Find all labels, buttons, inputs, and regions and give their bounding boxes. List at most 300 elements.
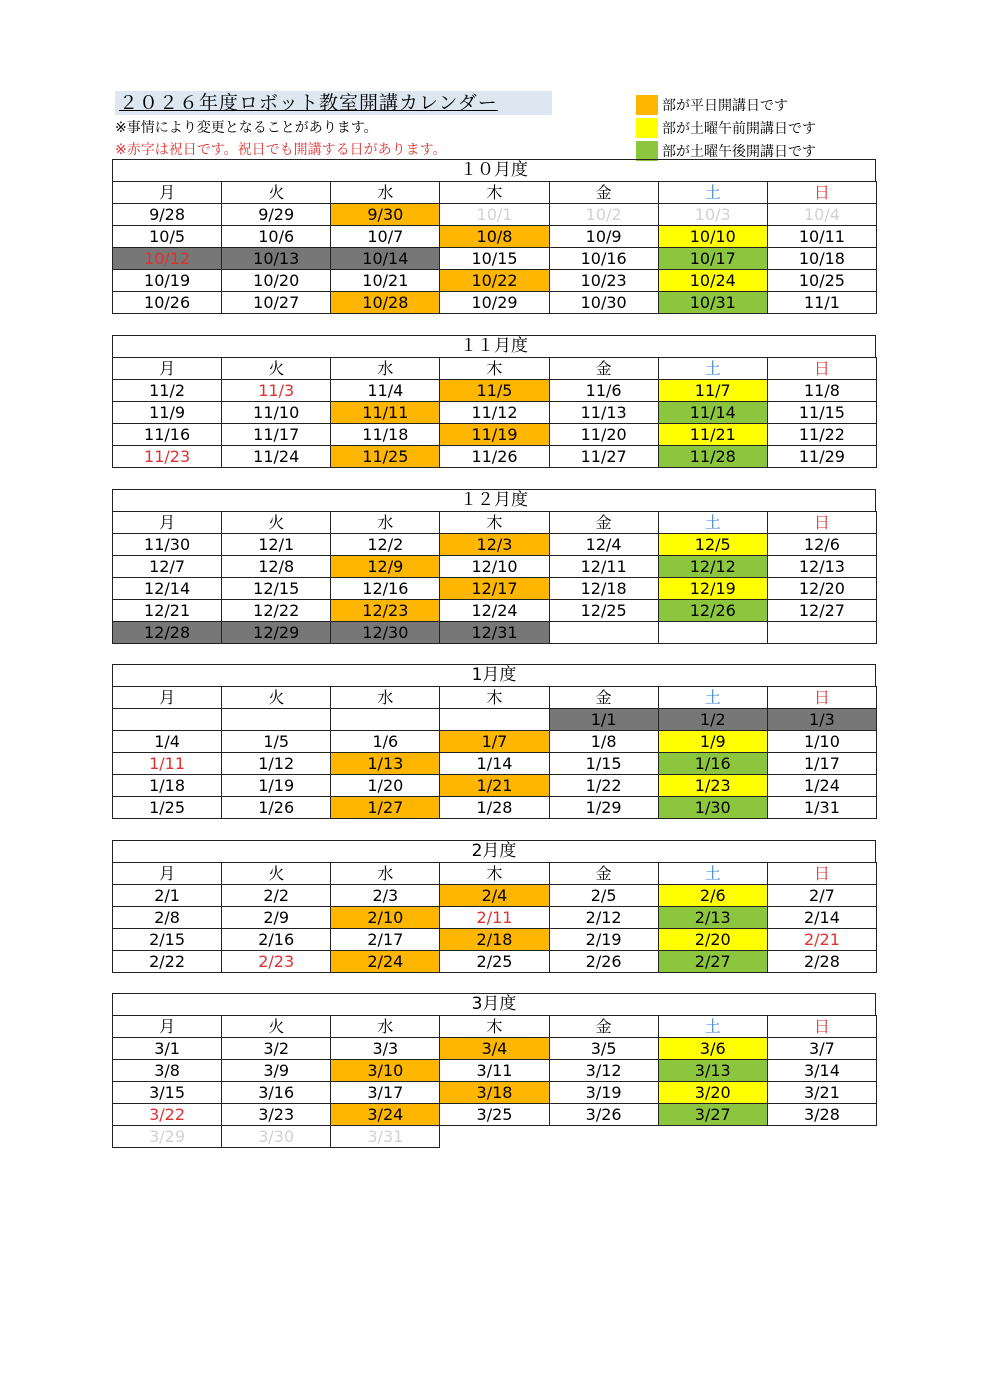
date-cell: 2/6 (658, 885, 767, 907)
date-cell: 12/26 (658, 600, 767, 622)
note-holiday: ※赤字は祝日です。祝日でも開講する日があります。 (115, 142, 447, 158)
weekday-header: 金 (549, 863, 658, 885)
weekday-header: 火 (222, 358, 331, 380)
date-cell: 3/12 (549, 1060, 658, 1082)
date-cell: 9/29 (222, 204, 331, 226)
date-cell: 2/19 (549, 929, 658, 951)
date-cell: 12/10 (440, 556, 549, 578)
weekday-header: 土 (658, 1016, 767, 1038)
weekday-header: 日 (767, 358, 876, 380)
date-cell: 11/8 (767, 380, 876, 402)
date-cell: 12/23 (331, 600, 440, 622)
empty-cell (549, 1126, 658, 1148)
week-row (113, 951, 877, 973)
date-cell: 12/27 (767, 600, 876, 622)
date-cell: 1/30 (658, 797, 767, 819)
weekday-header: 金 (549, 358, 658, 380)
week-row (113, 424, 877, 446)
week-row (113, 204, 877, 226)
note-change: ※事情により変更となることがあります。 (115, 120, 378, 136)
date-cell: 11/9 (113, 402, 222, 424)
week-row (113, 292, 877, 314)
date-cell: 12/14 (113, 578, 222, 600)
weekday-header: 土 (658, 512, 767, 534)
legend-swatch-yellow (636, 118, 658, 138)
legend-swatch-orange (636, 95, 658, 115)
date-cell: 2/3 (331, 885, 440, 907)
date-cell: 10/2 (549, 204, 658, 226)
weekday-header: 金 (549, 1016, 658, 1038)
weekday-header: 日 (767, 1016, 876, 1038)
date-cell: 2/28 (767, 951, 876, 973)
date-cell: 12/25 (549, 600, 658, 622)
date-cell: 10/28 (331, 292, 440, 314)
date-cell: 2/22 (113, 951, 222, 973)
date-cell: 1/14 (440, 753, 549, 775)
date-cell: 2/7 (767, 885, 876, 907)
date-cell: 10/16 (549, 248, 658, 270)
date-cell: 11/15 (767, 402, 876, 424)
month-title: １２月度 (112, 489, 876, 511)
weekday-header: 火 (222, 863, 331, 885)
date-cell: 2/8 (113, 907, 222, 929)
empty-cell (440, 1126, 549, 1148)
date-cell: 1/19 (222, 775, 331, 797)
date-cell: 11/11 (331, 402, 440, 424)
month-title: 1月度 (112, 664, 876, 686)
date-cell: 12/15 (222, 578, 331, 600)
date-cell: 2/21 (767, 929, 876, 951)
date-cell: 12/11 (549, 556, 658, 578)
date-cell: 10/10 (658, 226, 767, 248)
date-cell: 2/25 (440, 951, 549, 973)
week-row (113, 1038, 877, 1060)
week-row (113, 1126, 877, 1148)
empty-cell (658, 1126, 767, 1148)
date-cell: 10/4 (767, 204, 876, 226)
date-cell: 10/7 (331, 226, 440, 248)
date-cell: 3/5 (549, 1038, 658, 1060)
date-cell: 3/22 (113, 1104, 222, 1126)
week-row (113, 1060, 877, 1082)
date-cell: 3/28 (767, 1104, 876, 1126)
weekday-header-row (113, 512, 877, 534)
date-cell: 12/17 (440, 578, 549, 600)
date-cell: 11/23 (113, 446, 222, 468)
empty-cell (549, 622, 658, 644)
date-cell: 3/18 (440, 1082, 549, 1104)
date-cell: 3/14 (767, 1060, 876, 1082)
legend (636, 93, 816, 162)
date-cell: 12/21 (113, 600, 222, 622)
legend-label: 部が土曜午前開講日です (662, 120, 816, 137)
month-table (112, 1015, 877, 1148)
date-cell: 1/26 (222, 797, 331, 819)
week-row (113, 907, 877, 929)
date-cell: 11/26 (440, 446, 549, 468)
date-cell: 2/23 (222, 951, 331, 973)
weekday-header: 木 (440, 512, 549, 534)
date-cell: 11/10 (222, 402, 331, 424)
date-cell: 1/2 (658, 709, 767, 731)
date-cell: 11/21 (658, 424, 767, 446)
date-cell: 10/1 (440, 204, 549, 226)
date-cell: 1/18 (113, 775, 222, 797)
week-row (113, 270, 877, 292)
week-row (113, 775, 877, 797)
date-cell: 10/31 (658, 292, 767, 314)
date-cell: 12/7 (113, 556, 222, 578)
legend-sat-am (636, 116, 816, 139)
week-row (113, 753, 877, 775)
legend-swatch-green (636, 141, 658, 161)
date-cell: 2/11 (440, 907, 549, 929)
date-cell: 10/26 (113, 292, 222, 314)
date-cell: 12/31 (440, 622, 549, 644)
date-cell: 1/8 (549, 731, 658, 753)
date-cell: 3/24 (331, 1104, 440, 1126)
date-cell: 3/8 (113, 1060, 222, 1082)
date-cell: 12/13 (767, 556, 876, 578)
date-cell: 3/13 (658, 1060, 767, 1082)
date-cell: 11/18 (331, 424, 440, 446)
date-cell: 2/2 (222, 885, 331, 907)
date-cell: 2/17 (331, 929, 440, 951)
date-cell: 11/5 (440, 380, 549, 402)
date-cell: 9/28 (113, 204, 222, 226)
date-cell: 12/18 (549, 578, 658, 600)
date-cell: 12/29 (222, 622, 331, 644)
date-cell: 12/20 (767, 578, 876, 600)
date-cell: 2/15 (113, 929, 222, 951)
week-row (113, 248, 877, 270)
weekday-header: 火 (222, 1016, 331, 1038)
weekday-header: 日 (767, 687, 876, 709)
empty-cell (222, 709, 331, 731)
empty-cell (767, 1126, 876, 1148)
date-cell: 12/16 (331, 578, 440, 600)
date-cell: 1/11 (113, 753, 222, 775)
week-row (113, 600, 877, 622)
date-cell: 1/24 (767, 775, 876, 797)
month-table (112, 181, 877, 314)
date-cell: 1/1 (549, 709, 658, 731)
date-cell: 11/25 (331, 446, 440, 468)
weekday-header-row (113, 1016, 877, 1038)
date-cell: 1/28 (440, 797, 549, 819)
legend-label: 部が土曜午後開講日です (662, 143, 816, 160)
date-cell: 12/1 (222, 534, 331, 556)
date-cell: 10/29 (440, 292, 549, 314)
date-cell: 12/22 (222, 600, 331, 622)
date-cell: 11/17 (222, 424, 331, 446)
weekday-header: 土 (658, 687, 767, 709)
weekday-header: 水 (331, 512, 440, 534)
date-cell: 2/24 (331, 951, 440, 973)
date-cell: 12/12 (658, 556, 767, 578)
date-cell: 2/10 (331, 907, 440, 929)
month-block (112, 993, 877, 1148)
legend-weekday (636, 93, 816, 116)
date-cell: 3/1 (113, 1038, 222, 1060)
week-row (113, 709, 877, 731)
weekday-header: 水 (331, 863, 440, 885)
date-cell: 1/7 (440, 731, 549, 753)
weekday-header: 金 (549, 512, 658, 534)
date-cell: 1/5 (222, 731, 331, 753)
date-cell: 11/1 (767, 292, 876, 314)
date-cell: 10/24 (658, 270, 767, 292)
weekday-header: 火 (222, 182, 331, 204)
date-cell: 10/20 (222, 270, 331, 292)
date-cell: 10/30 (549, 292, 658, 314)
legend-label: 部が平日開講日です (662, 97, 788, 114)
date-cell: 3/29 (113, 1126, 222, 1148)
week-row (113, 534, 877, 556)
date-cell: 11/14 (658, 402, 767, 424)
date-cell: 12/6 (767, 534, 876, 556)
date-cell: 10/12 (113, 248, 222, 270)
empty-cell (113, 709, 222, 731)
date-cell: 10/19 (113, 270, 222, 292)
date-cell: 2/16 (222, 929, 331, 951)
date-cell: 3/21 (767, 1082, 876, 1104)
month-table (112, 357, 877, 468)
date-cell: 10/14 (331, 248, 440, 270)
date-cell: 1/29 (549, 797, 658, 819)
date-cell: 2/18 (440, 929, 549, 951)
date-cell: 1/10 (767, 731, 876, 753)
week-row (113, 1082, 877, 1104)
date-cell: 11/22 (767, 424, 876, 446)
date-cell: 2/9 (222, 907, 331, 929)
date-cell: 10/17 (658, 248, 767, 270)
month-title: 3月度 (112, 993, 876, 1015)
date-cell: 3/17 (331, 1082, 440, 1104)
weekday-header: 木 (440, 1016, 549, 1038)
date-cell: 3/3 (331, 1038, 440, 1060)
week-row (113, 380, 877, 402)
date-cell: 2/14 (767, 907, 876, 929)
week-row (113, 578, 877, 600)
date-cell: 2/12 (549, 907, 658, 929)
date-cell: 3/19 (549, 1082, 658, 1104)
date-cell: 2/4 (440, 885, 549, 907)
month-block (112, 159, 877, 314)
week-row (113, 797, 877, 819)
date-cell: 10/3 (658, 204, 767, 226)
date-cell: 11/7 (658, 380, 767, 402)
date-cell: 2/5 (549, 885, 658, 907)
date-cell: 1/17 (767, 753, 876, 775)
date-cell: 1/21 (440, 775, 549, 797)
date-cell: 3/4 (440, 1038, 549, 1060)
weekday-header: 木 (440, 863, 549, 885)
date-cell: 1/6 (331, 731, 440, 753)
date-cell: 10/13 (222, 248, 331, 270)
month-block (112, 489, 877, 644)
week-row (113, 622, 877, 644)
date-cell: 1/22 (549, 775, 658, 797)
weekday-header-row (113, 863, 877, 885)
date-cell: 11/19 (440, 424, 549, 446)
week-row (113, 226, 877, 248)
date-cell: 3/30 (222, 1126, 331, 1148)
date-cell: 11/20 (549, 424, 658, 446)
month-title: １１月度 (112, 335, 876, 357)
date-cell: 12/5 (658, 534, 767, 556)
date-cell: 1/31 (767, 797, 876, 819)
date-cell: 12/30 (331, 622, 440, 644)
month-table (112, 862, 877, 973)
date-cell: 12/28 (113, 622, 222, 644)
date-cell: 1/13 (331, 753, 440, 775)
weekday-header: 日 (767, 182, 876, 204)
date-cell: 2/1 (113, 885, 222, 907)
date-cell: 12/8 (222, 556, 331, 578)
weekday-header-row (113, 358, 877, 380)
week-row (113, 731, 877, 753)
month-table (112, 511, 877, 644)
weekday-header: 月 (113, 512, 222, 534)
date-cell: 3/25 (440, 1104, 549, 1126)
weekday-header-row (113, 182, 877, 204)
date-cell: 10/8 (440, 226, 549, 248)
weekday-header: 木 (440, 182, 549, 204)
date-cell: 3/7 (767, 1038, 876, 1060)
date-cell: 2/26 (549, 951, 658, 973)
week-row (113, 885, 877, 907)
weekday-header: 水 (331, 1016, 440, 1038)
date-cell: 11/2 (113, 380, 222, 402)
empty-cell (767, 622, 876, 644)
date-cell: 9/30 (331, 204, 440, 226)
date-cell: 3/26 (549, 1104, 658, 1126)
date-cell: 2/20 (658, 929, 767, 951)
weekday-header: 木 (440, 358, 549, 380)
month-block (112, 840, 877, 973)
empty-cell (658, 622, 767, 644)
week-row (113, 556, 877, 578)
date-cell: 12/19 (658, 578, 767, 600)
date-cell: 12/3 (440, 534, 549, 556)
date-cell: 1/9 (658, 731, 767, 753)
date-cell: 3/15 (113, 1082, 222, 1104)
date-cell: 11/13 (549, 402, 658, 424)
week-row (113, 446, 877, 468)
date-cell: 3/23 (222, 1104, 331, 1126)
date-cell: 1/23 (658, 775, 767, 797)
weekday-header: 土 (658, 358, 767, 380)
empty-cell (440, 709, 549, 731)
weekday-header: 水 (331, 182, 440, 204)
weekday-header-row (113, 687, 877, 709)
date-cell: 10/6 (222, 226, 331, 248)
weekday-header: 金 (549, 687, 658, 709)
date-cell: 11/29 (767, 446, 876, 468)
date-cell: 10/11 (767, 226, 876, 248)
date-cell: 10/25 (767, 270, 876, 292)
month-table (112, 686, 877, 819)
month-block (112, 664, 877, 819)
date-cell: 11/6 (549, 380, 658, 402)
date-cell: 2/27 (658, 951, 767, 973)
weekday-header: 月 (113, 863, 222, 885)
weekday-header: 土 (658, 863, 767, 885)
date-cell: 1/16 (658, 753, 767, 775)
date-cell: 10/22 (440, 270, 549, 292)
date-cell: 1/15 (549, 753, 658, 775)
date-cell: 3/2 (222, 1038, 331, 1060)
date-cell: 11/3 (222, 380, 331, 402)
week-row (113, 402, 877, 424)
date-cell: 12/9 (331, 556, 440, 578)
week-row (113, 1104, 877, 1126)
weekday-header: 水 (331, 687, 440, 709)
date-cell: 10/27 (222, 292, 331, 314)
date-cell: 1/3 (767, 709, 876, 731)
weekday-header: 月 (113, 182, 222, 204)
date-cell: 3/6 (658, 1038, 767, 1060)
date-cell: 11/28 (658, 446, 767, 468)
date-cell: 3/27 (658, 1104, 767, 1126)
weekday-header: 水 (331, 358, 440, 380)
date-cell: 12/24 (440, 600, 549, 622)
page-title: ２０２６年度ロボット教室開講カレンダー (115, 91, 552, 115)
date-cell: 10/21 (331, 270, 440, 292)
date-cell: 10/23 (549, 270, 658, 292)
date-cell: 3/9 (222, 1060, 331, 1082)
month-block (112, 335, 877, 468)
weekday-header: 火 (222, 687, 331, 709)
date-cell: 10/15 (440, 248, 549, 270)
date-cell: 1/25 (113, 797, 222, 819)
date-cell: 3/31 (331, 1126, 440, 1148)
weekday-header: 月 (113, 1016, 222, 1038)
date-cell: 12/2 (331, 534, 440, 556)
date-cell: 11/12 (440, 402, 549, 424)
date-cell: 11/30 (113, 534, 222, 556)
date-cell: 3/10 (331, 1060, 440, 1082)
date-cell: 11/24 (222, 446, 331, 468)
week-row (113, 929, 877, 951)
weekday-header: 月 (113, 687, 222, 709)
empty-cell (331, 709, 440, 731)
weekday-header: 日 (767, 863, 876, 885)
date-cell: 1/20 (331, 775, 440, 797)
weekday-header: 日 (767, 512, 876, 534)
date-cell: 1/27 (331, 797, 440, 819)
weekday-header: 火 (222, 512, 331, 534)
date-cell: 2/13 (658, 907, 767, 929)
date-cell: 11/4 (331, 380, 440, 402)
weekday-header: 月 (113, 358, 222, 380)
date-cell: 3/16 (222, 1082, 331, 1104)
date-cell: 3/11 (440, 1060, 549, 1082)
date-cell: 12/4 (549, 534, 658, 556)
date-cell: 1/4 (113, 731, 222, 753)
date-cell: 10/18 (767, 248, 876, 270)
weekday-header: 土 (658, 182, 767, 204)
date-cell: 1/12 (222, 753, 331, 775)
weekday-header: 木 (440, 687, 549, 709)
date-cell: 10/9 (549, 226, 658, 248)
month-title: １０月度 (112, 159, 876, 181)
month-title: 2月度 (112, 840, 876, 862)
date-cell: 11/27 (549, 446, 658, 468)
date-cell: 3/20 (658, 1082, 767, 1104)
weekday-header: 金 (549, 182, 658, 204)
